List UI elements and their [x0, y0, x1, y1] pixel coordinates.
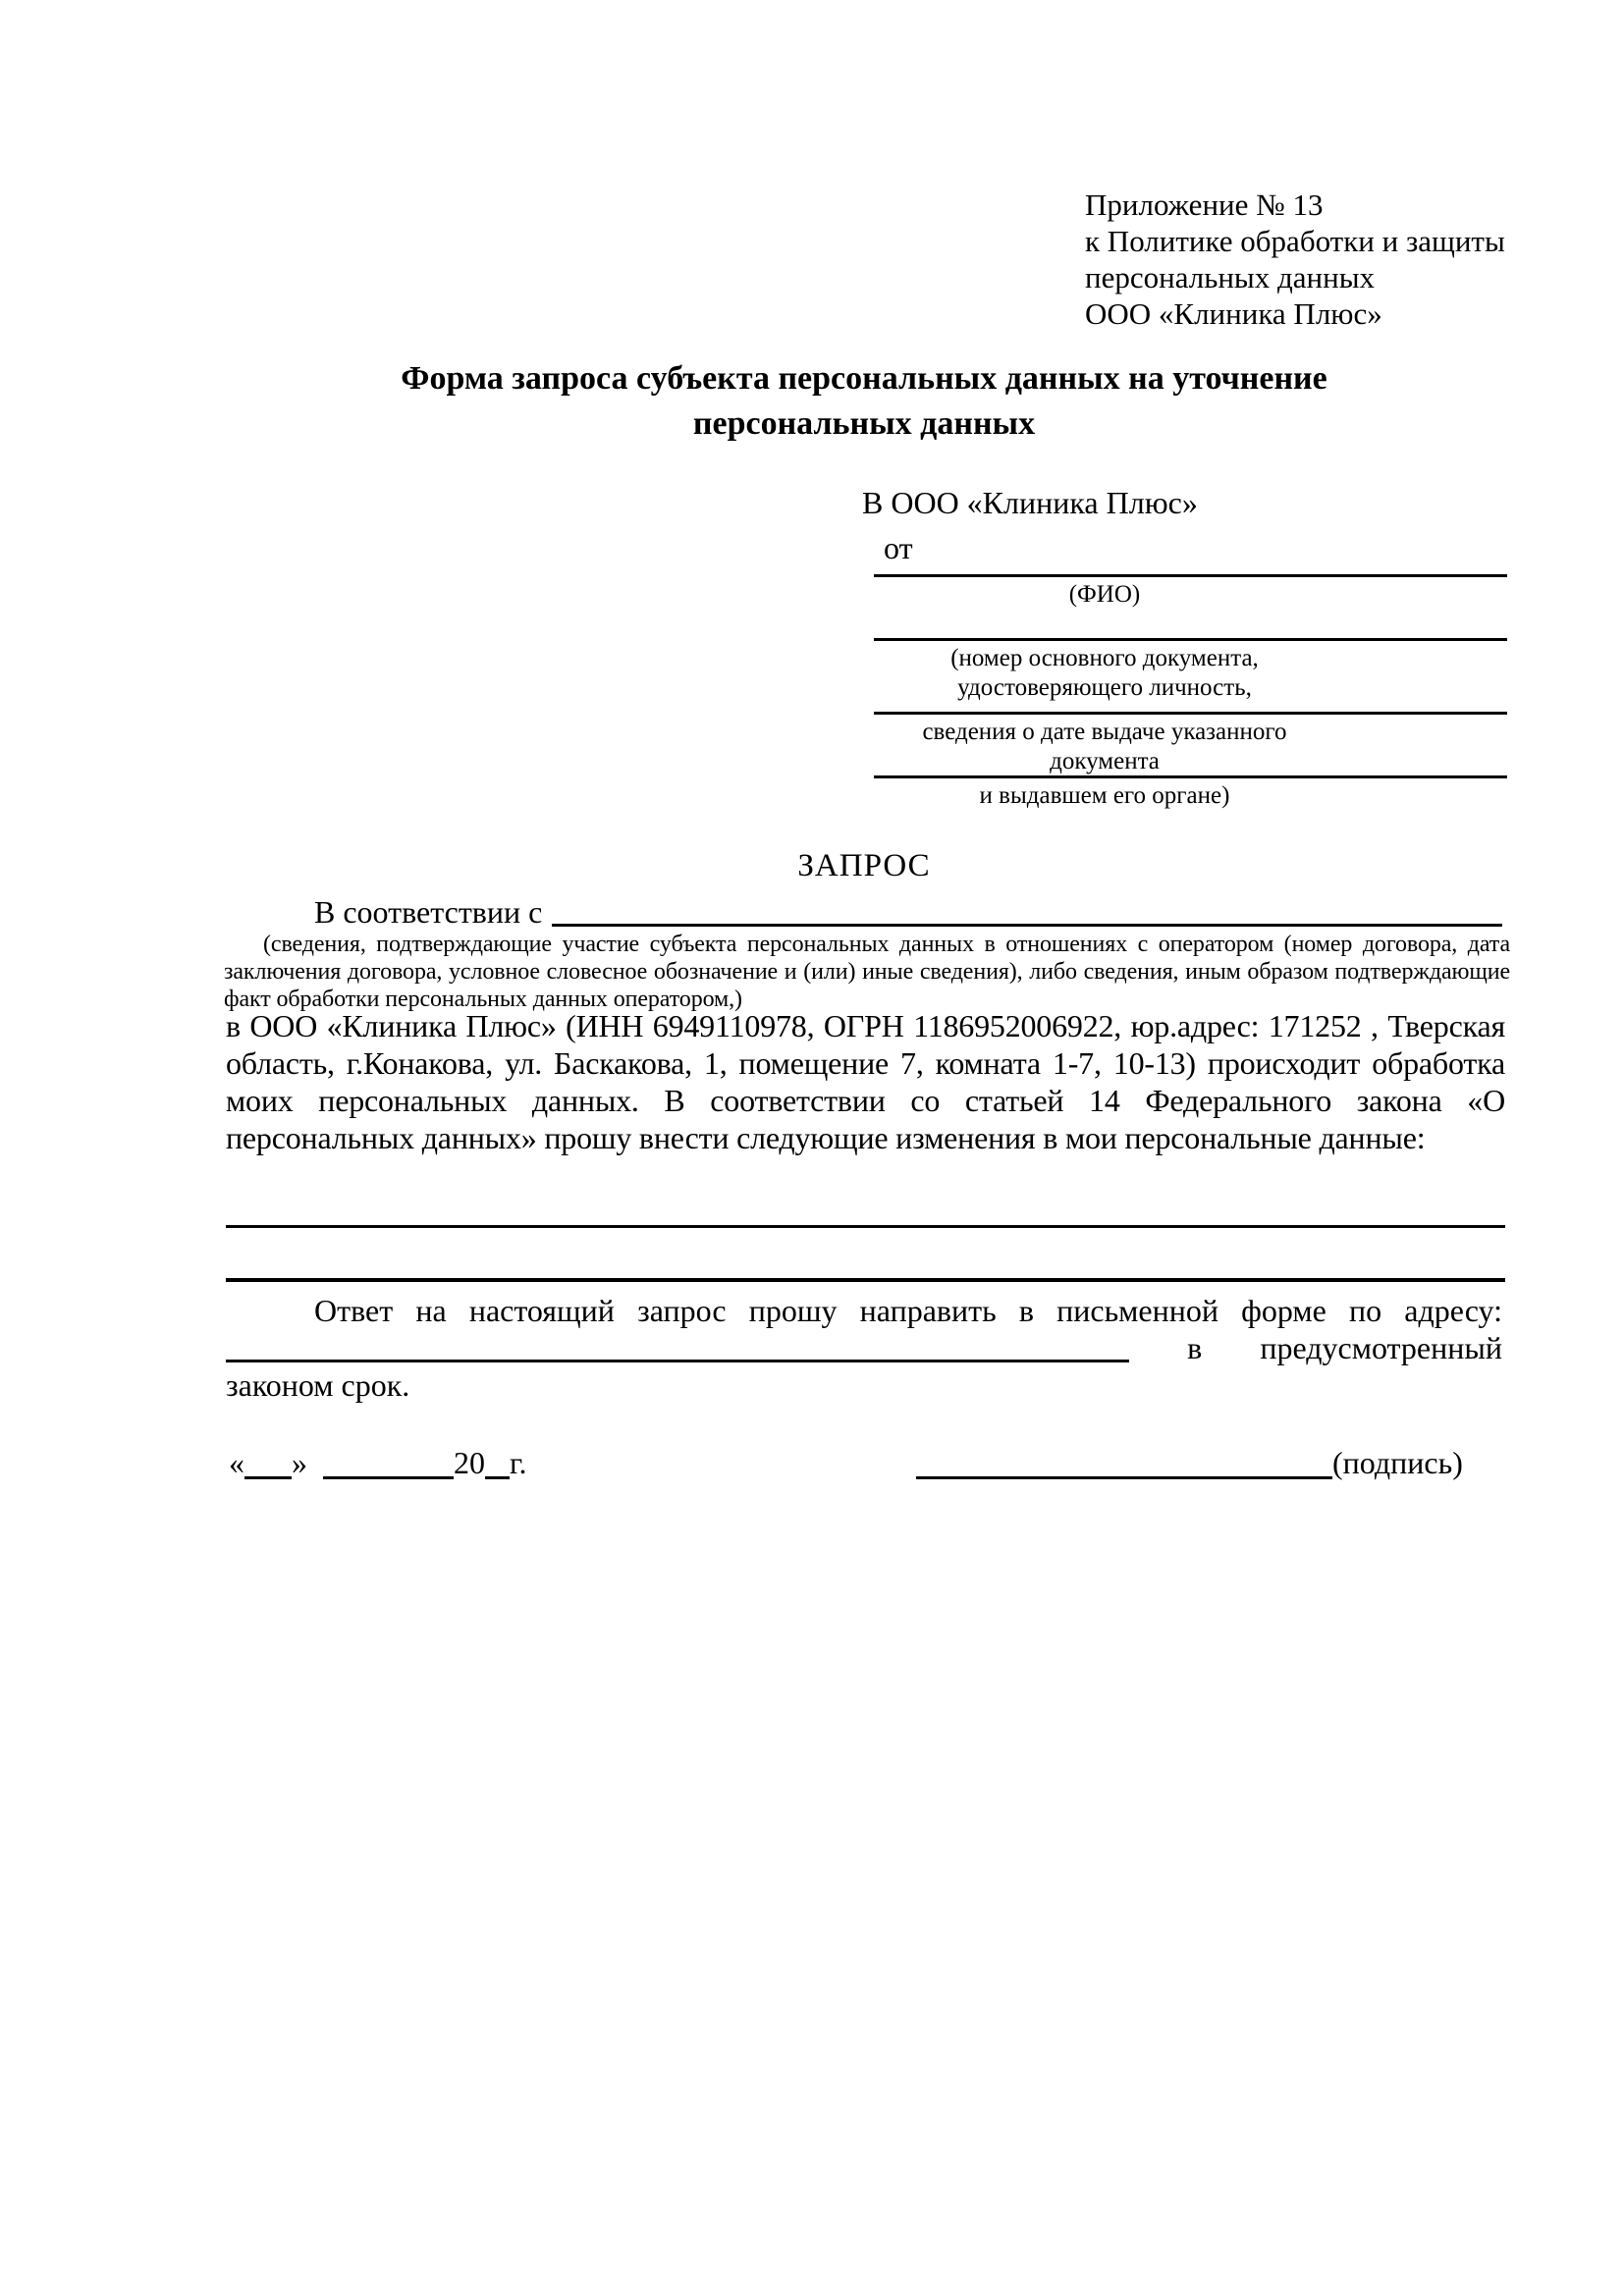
intro-fill-line	[552, 924, 1502, 927]
request-heading: ЗАПРОС	[797, 848, 931, 883]
reply-address-row	[226, 1329, 1502, 1366]
day-fill-line	[244, 1475, 292, 1479]
issue-date-caption: сведения о дате выдаче указанного документа	[922, 719, 1287, 774]
year-fill-line	[485, 1475, 510, 1479]
signature-field	[916, 1443, 1463, 1482]
month-fill-line	[323, 1475, 454, 1479]
addressee-from-label: от	[884, 530, 913, 565]
form-title	[226, 356, 1502, 447]
date-quote-close: »	[292, 1445, 307, 1480]
request-intro-line	[226, 893, 1502, 931]
appendix-header-line-1: Приложение № 13	[1085, 187, 1324, 222]
reply-word-v: в	[1187, 1330, 1203, 1365]
intro-prefix-text: В соответствии с	[314, 894, 543, 930]
fio-caption: (ФИО)	[1068, 581, 1141, 608]
fio-fill-line	[874, 574, 1507, 577]
reply-word-predusmotrennyy: предусмотренный	[1260, 1330, 1502, 1365]
intro-footnote: (сведения, подтверждающие участие субъекта персональных данных в отношениях с оператором (номер договора, дата заключения договора, условное словесное обозначение и (или) иные сведения), либо сведения, иным образом подтверждающие факт обработки персональных данных оператором,)	[224, 932, 1510, 1012]
document-number-caption: (номер основного документа, удостоверяющего личность,	[950, 645, 1259, 701]
document-number-fill-line	[874, 638, 1507, 641]
request-body-paragraph: в ООО «Клиника Плюс» (ИНН 6949110978, ОГРН 1186952006922, юр.адрес: 171252 , Тверская область, г.Конакова, ул. Баскакова, 1, помещение 7, комната 1-7, 10-13) происходит обработка моих персональных данных. В соответствии со статьей 14 Федерального закона «О персональных данных» прошу внести следующие изменения в мои персональные данные:	[226, 1008, 1505, 1155]
issuing-authority-fill-line	[874, 775, 1507, 778]
date-field	[229, 1443, 527, 1482]
year-suffix: г.	[510, 1445, 527, 1480]
date-quote-open: «	[229, 1445, 244, 1480]
changes-fill-line-2	[226, 1278, 1505, 1282]
address-fill-line	[226, 1360, 1129, 1362]
appendix-header-line-3: персональных данных	[1085, 260, 1376, 294]
reply-request-line: Ответ на настоящий запрос прошу направить в письменной форме по адресу:	[314, 1293, 1502, 1328]
signature-fill-line	[916, 1475, 1332, 1479]
issuing-authority-caption: и выдавшем его органе)	[979, 782, 1230, 809]
appendix-header	[1085, 187, 1505, 332]
form-title-text: Форма запроса субъекта персональных данных на уточнение персональных данных	[401, 360, 1327, 442]
reply-closing-line: законом срок.	[226, 1367, 410, 1403]
changes-fill-line-1	[226, 1225, 1505, 1228]
appendix-header-line-2: к Политике обработки и защиты	[1085, 224, 1505, 258]
signature-caption: (подпись)	[1332, 1445, 1463, 1480]
year-prefix: 20	[454, 1445, 485, 1480]
addressee-organization: В ООО «Клиника Плюс»	[862, 485, 1198, 520]
issue-date-fill-line	[874, 712, 1507, 715]
appendix-header-line-4: ООО «Клиника Плюс»	[1085, 296, 1382, 331]
